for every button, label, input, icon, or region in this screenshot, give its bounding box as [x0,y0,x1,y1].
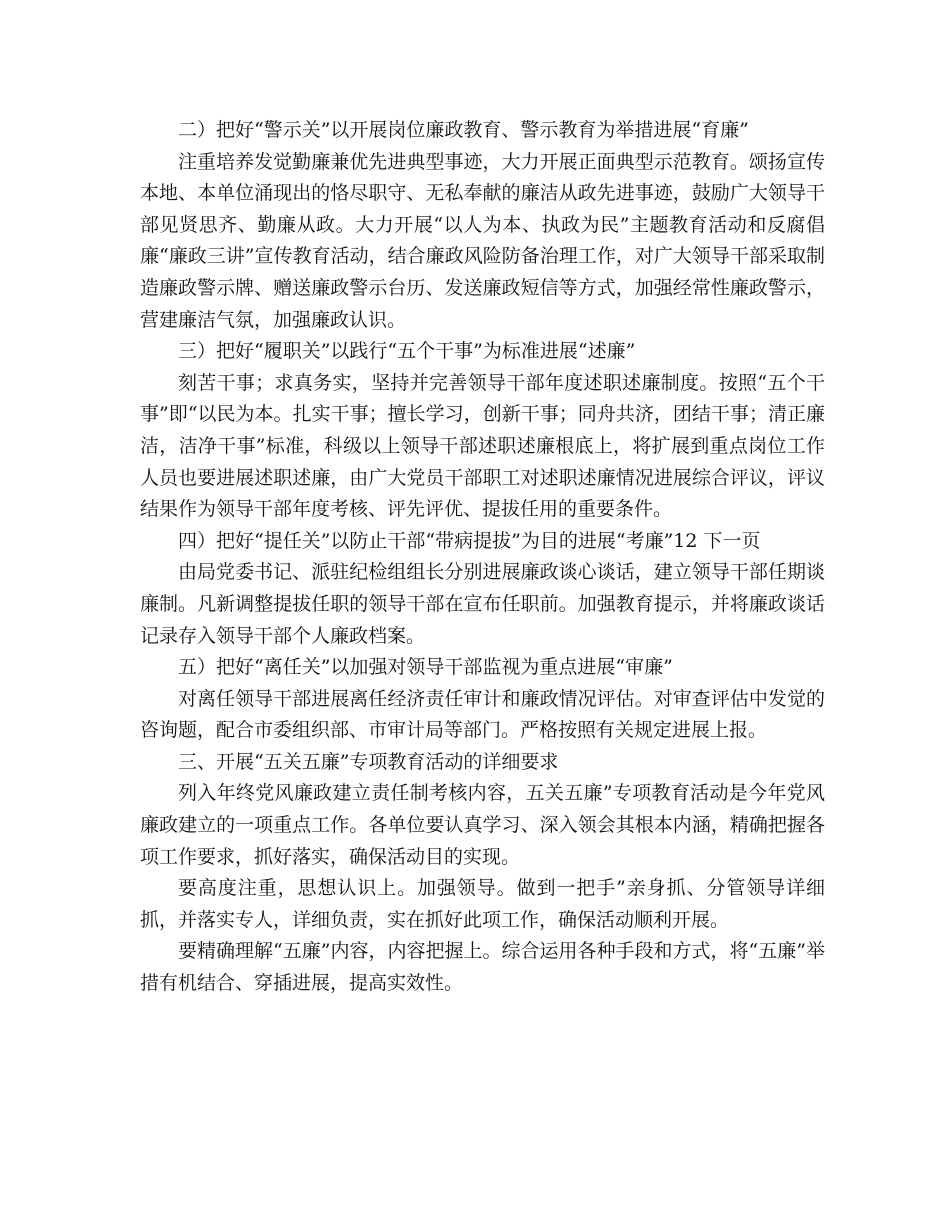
section-heading: 五）把好“离任关”以加强对领导干部监视为重点进展“审廉” [178,656,673,679]
section-heading: 二）把好“警示关”以开展岗位廉政教育、警示教育为举措进展“育廉” [178,119,749,141]
body-paragraph: 注重培养发觉勤廉兼优先进典型事迹，大力开展正面典型示范教育。颂扬宣传本地、本单位涌现出的恪尽职守、无私奉献的廉洁从政先进事迹，鼓励广大领导干部见贤思齐、勤廉从政。大力开展“以人为本、执政为民”主题教育活动和反腐倡廉“廉政三讲”宣传教育活动，结合廉政风险防备治理工作，对广大领导干部采取制造廉政警示牌、赠送廉政警示台历、发送廉政短信等方式，加强经常性廉政警示，营建廉洁气氛，加强廉政认识。 [140,150,825,331]
section-heading: 三）把好“履职关”以践行“五个干事”为标准进展“述廉” [178,340,636,363]
body-paragraph: 刻苦干事；求真务实，坚持并完善领导干部年度述职述廉制度。按照“五个干事”即“以民为本。扎实干事；擅长学习，创新干事；同舟共济，团结干事；清正廉洁，洁净干事”标准，科级以上领导干部述职述廉根底上，将扩展到重点岗位工作人员也要进展述职述廉，由广大党员干部职工对述职述廉情况进展综合评议，评议结果作为领导干部年度考核、评先评优、提拔任用的重要条件。 [140,371,825,521]
document-body [140,115,825,1000]
body-paragraph: 对离任领导干部进展离任经济责任审计和廉政情况评估。对审查评估中发觉的咨询题，配合市委组织部、市审计局等部门。严格按照有关规定进展上报。 [140,687,825,742]
section-heading: 四）把好“提任关”以防止干部“带病提拔”为目的进展“考廉”12 下一页 [178,529,761,552]
body-paragraph: 要高度注重，思想认识上。加强领导。做到一把手”亲身抓、分管领导详细抓，并落实专人，详细负责，实在抓好此项工作，确保活动顺利开展。 [140,877,825,931]
body-paragraph: 由局党委书记、派驻纪检组组长分别进展廉政谈心谈话，建立领导干部任期谈廉制。凡新调整提拔任职的领导干部在宣布任职前。加强教育提示，并将廉政谈话记录存入领导干部个人廉政档案。 [140,561,825,647]
section-heading: 三、开展“五关五廉”专项教育活动的详细要求 [178,750,559,773]
body-paragraph: 要精确理解“五廉”内容，内容把握上。综合运用各种手段和方式，将“五廉”举措有机结合、穿插进展，提高实效性。 [140,940,825,995]
body-paragraph: 列入年终党风廉政建立责任制考核内容，五关五廉”专项教育活动是今年党风廉政建立的一项重点工作。各单位要认真学习、深入领会其根本内涵，精确把握各项工作要求，抓好落实，确保活动目的实现。 [140,782,825,868]
